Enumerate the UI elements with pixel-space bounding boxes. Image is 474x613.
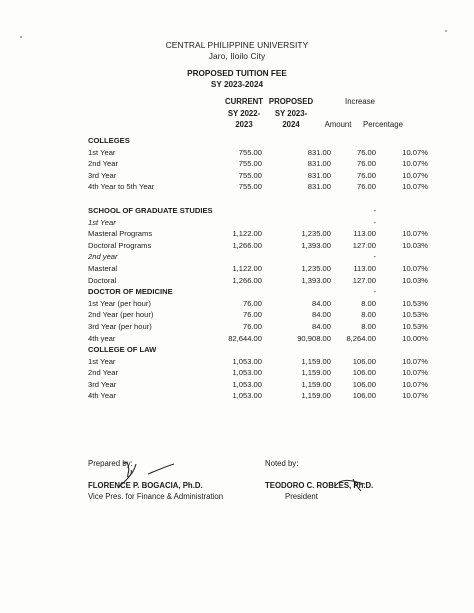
increase-percentage: 10.03% xyxy=(402,240,428,250)
increase-column-header: Increase xyxy=(345,97,375,106)
section-title: COLLEGE OF LAW xyxy=(88,345,157,355)
current-fee: 76.00 xyxy=(242,298,262,308)
noted-by-name: TEODORO C. ROBLES, Ph.D. xyxy=(265,481,374,490)
current-fee: 1,053.00 xyxy=(232,356,262,366)
proposed-fee: 1,393.00 xyxy=(301,240,331,250)
empty-cell xyxy=(262,251,331,263)
increase-amount: 106.00 xyxy=(352,368,376,378)
current-fee: 82,644.00 xyxy=(228,333,262,343)
fee-row xyxy=(88,321,428,333)
increase-percentage: 10.53% xyxy=(402,321,428,331)
fee-row xyxy=(88,228,428,240)
empty-cell xyxy=(220,135,262,147)
empty-cell xyxy=(262,286,331,298)
empty-cell xyxy=(376,217,428,229)
fee-row-label: 3rd Year xyxy=(88,170,117,180)
empty-cell xyxy=(220,286,262,298)
placeholder-dash xyxy=(331,135,376,147)
fee-row-label: 2nd Year (per hour) xyxy=(88,310,154,320)
fee-row-label: Doctoral xyxy=(88,275,117,285)
proposed-header-line-3: 2024 xyxy=(282,120,300,129)
placeholder-dash: - xyxy=(373,217,376,227)
fee-row xyxy=(88,367,428,379)
current-fee: 1,053.00 xyxy=(232,368,262,378)
spacer-row xyxy=(88,193,428,205)
amount-column-header: Amount xyxy=(324,120,352,129)
fee-row-label: 2nd Year xyxy=(88,368,118,378)
increase-percentage: 10.07% xyxy=(402,368,428,378)
proposed-header-line-2: SY 2023- xyxy=(274,108,308,118)
empty-cell xyxy=(376,205,428,217)
section-header-row xyxy=(88,344,428,356)
proposed-fee: 84.00 xyxy=(311,321,331,331)
fee-row-label: 1st Year (per hour) xyxy=(88,298,151,308)
increase-percentage: 10.53% xyxy=(402,310,428,320)
fee-row xyxy=(88,275,428,287)
increase-percentage: 10.07% xyxy=(402,356,428,366)
increase-percentage: 10.00% xyxy=(402,333,428,343)
proposed-fee: 831.00 xyxy=(307,147,331,157)
fee-row xyxy=(88,181,428,193)
empty-cell xyxy=(262,344,331,356)
fee-row-label: 3rd Year xyxy=(88,379,117,389)
empty-cell xyxy=(262,217,331,229)
increase-percentage: 10.53% xyxy=(402,298,428,308)
proposed-fee: 1,235.00 xyxy=(301,229,331,239)
spacer-cell xyxy=(376,193,428,205)
current-column-header xyxy=(222,96,266,131)
fee-row xyxy=(88,356,428,368)
current-fee: 1,122.00 xyxy=(232,263,262,273)
proposed-fee: 1,159.00 xyxy=(301,356,331,366)
current-fee: 1,053.00 xyxy=(232,391,262,401)
subsection-title: 2nd year xyxy=(88,252,118,262)
increase-percentage: 10.03% xyxy=(402,275,428,285)
section-title: DOCTOR OF MEDICINE xyxy=(88,287,173,297)
fee-row xyxy=(88,298,428,310)
current-fee: 1,053.00 xyxy=(232,379,262,389)
fee-row-label: 2nd Year xyxy=(88,159,118,169)
current-fee: 755.00 xyxy=(238,182,262,192)
current-fee: 1,266.00 xyxy=(232,240,262,250)
fee-row-label: 4th year xyxy=(88,333,116,343)
spacer-cell xyxy=(88,193,220,205)
increase-percentage: 10.07% xyxy=(402,170,428,180)
increase-amount: 8.00 xyxy=(361,310,376,320)
current-header-line-3: 2023 xyxy=(235,120,253,129)
increase-amount: 76.00 xyxy=(356,147,376,157)
empty-cell xyxy=(376,135,428,147)
proposed-fee: 1,159.00 xyxy=(301,391,331,401)
current-header-line-1: CURRENT xyxy=(224,97,264,106)
proposed-fee: 831.00 xyxy=(307,182,331,192)
fee-row-label: 3rd Year (per hour) xyxy=(88,321,152,331)
increase-amount: 76.00 xyxy=(356,170,376,180)
increase-amount: 113.00 xyxy=(353,263,376,273)
increase-amount: 106.00 xyxy=(352,391,376,401)
increase-percentage: 10.07% xyxy=(402,263,428,273)
fee-row xyxy=(88,170,428,182)
prepared-by-name: FLORENCE P. BOGACIA, Ph.D. xyxy=(88,481,203,490)
fee-row-label: 4th Year to 5th Year xyxy=(88,182,155,192)
prepared-by-title: Vice Pres. for Finance & Administration xyxy=(88,492,224,501)
section-header-row xyxy=(88,286,428,298)
prepared-by-label: Prepared by: xyxy=(88,459,133,468)
noted-by-label: Noted by: xyxy=(265,459,299,468)
empty-cell xyxy=(376,344,428,356)
empty-cell xyxy=(220,217,262,229)
noted-by-title: President xyxy=(285,492,318,501)
increase-amount: 106.00 xyxy=(352,356,376,366)
increase-percentage: 10.07% xyxy=(402,147,428,157)
increase-amount: 127.00 xyxy=(352,275,376,285)
current-fee: 76.00 xyxy=(242,310,262,320)
fee-row xyxy=(88,333,428,345)
current-fee: 1,122.00 xyxy=(232,229,262,239)
increase-percentage: 10.07% xyxy=(402,182,428,192)
fee-row xyxy=(88,147,428,159)
empty-cell xyxy=(262,205,331,217)
proposed-fee: 84.00 xyxy=(311,298,331,308)
fee-row xyxy=(88,379,428,391)
subsection-row xyxy=(88,217,428,229)
proposed-fee: 1,393.00 xyxy=(301,275,331,285)
proposed-column-header xyxy=(268,96,314,131)
empty-cell xyxy=(262,135,331,147)
increase-percentage: 10.07% xyxy=(402,229,428,239)
current-fee: 76.00 xyxy=(242,321,262,331)
section-header-row xyxy=(88,135,428,147)
fee-row-label: 1st Year xyxy=(88,356,116,366)
percentage-column-header: Percentage xyxy=(363,120,403,129)
empty-cell xyxy=(220,251,262,263)
scan-speck xyxy=(445,30,447,32)
increase-percentage: 10.07% xyxy=(402,391,428,401)
increase-percentage: 10.07% xyxy=(402,379,428,389)
proposed-fee: 831.00 xyxy=(307,159,331,169)
subsection-title: 1st Year xyxy=(88,217,116,227)
current-fee: 755.00 xyxy=(238,147,262,157)
proposed-fee: 1,159.00 xyxy=(301,379,331,389)
spacer-cell xyxy=(331,193,376,205)
proposed-fee: 84.00 xyxy=(311,310,331,320)
increase-percentage: 10.07% xyxy=(402,159,428,169)
empty-cell xyxy=(376,251,428,263)
subsection-row xyxy=(88,251,428,263)
tuition-fee-table xyxy=(88,135,428,402)
fee-row xyxy=(88,158,428,170)
placeholder-dash: - xyxy=(373,252,376,262)
fee-row-label: Masteral xyxy=(88,263,118,273)
university-name: CENTRAL PHILIPPINE UNIVERSITY xyxy=(165,40,309,50)
empty-cell xyxy=(220,205,262,217)
fee-row-label: 4th Year xyxy=(88,391,116,401)
document-title: PROPOSED TUITION FEE xyxy=(187,69,287,78)
placeholder-dash: - xyxy=(373,205,376,215)
fee-row xyxy=(88,263,428,275)
increase-amount: 76.00 xyxy=(356,182,376,192)
placeholder-dash xyxy=(331,344,376,356)
placeholder-dash: - xyxy=(373,287,376,297)
empty-cell xyxy=(376,286,428,298)
section-title: SCHOOL OF GRADUATE STUDIES xyxy=(88,205,213,215)
fee-row-label: Masteral Programs xyxy=(88,229,153,239)
increase-amount: 8.00 xyxy=(361,321,376,331)
fee-row xyxy=(88,390,428,402)
spacer-cell xyxy=(262,193,331,205)
current-header-line-2: SY 2022- xyxy=(227,108,261,118)
section-header-row xyxy=(88,205,428,217)
current-fee: 755.00 xyxy=(238,159,262,169)
fee-row xyxy=(88,240,428,252)
increase-amount: 8,264.00 xyxy=(346,333,376,343)
increase-amount: 127.00 xyxy=(352,240,376,250)
increase-amount: 113.00 xyxy=(353,229,376,239)
current-fee: 755.00 xyxy=(238,170,262,180)
scan-speck xyxy=(20,36,22,38)
increase-amount: 8.00 xyxy=(361,298,376,308)
fee-row xyxy=(88,309,428,321)
fee-row-label: 1st Year xyxy=(88,147,116,157)
current-fee: 1,266.00 xyxy=(232,275,262,285)
fee-row-label: Doctoral Programs xyxy=(88,240,152,250)
increase-amount: 106.00 xyxy=(352,379,376,389)
proposed-fee: 90,908.00 xyxy=(297,333,331,343)
empty-cell xyxy=(220,344,262,356)
university-location: Jaro, Iloilo City xyxy=(208,51,266,61)
spacer-cell xyxy=(220,193,262,205)
school-year: SY 2023-2024 xyxy=(210,80,264,89)
increase-amount: 76.00 xyxy=(356,159,376,169)
section-title: COLLEGES xyxy=(88,136,130,145)
proposed-fee: 831.00 xyxy=(307,170,331,180)
proposed-fee: 1,159.00 xyxy=(301,368,331,378)
proposed-header-line-1: PROPOSED xyxy=(268,97,314,106)
proposed-fee: 1,235.00 xyxy=(301,263,331,273)
